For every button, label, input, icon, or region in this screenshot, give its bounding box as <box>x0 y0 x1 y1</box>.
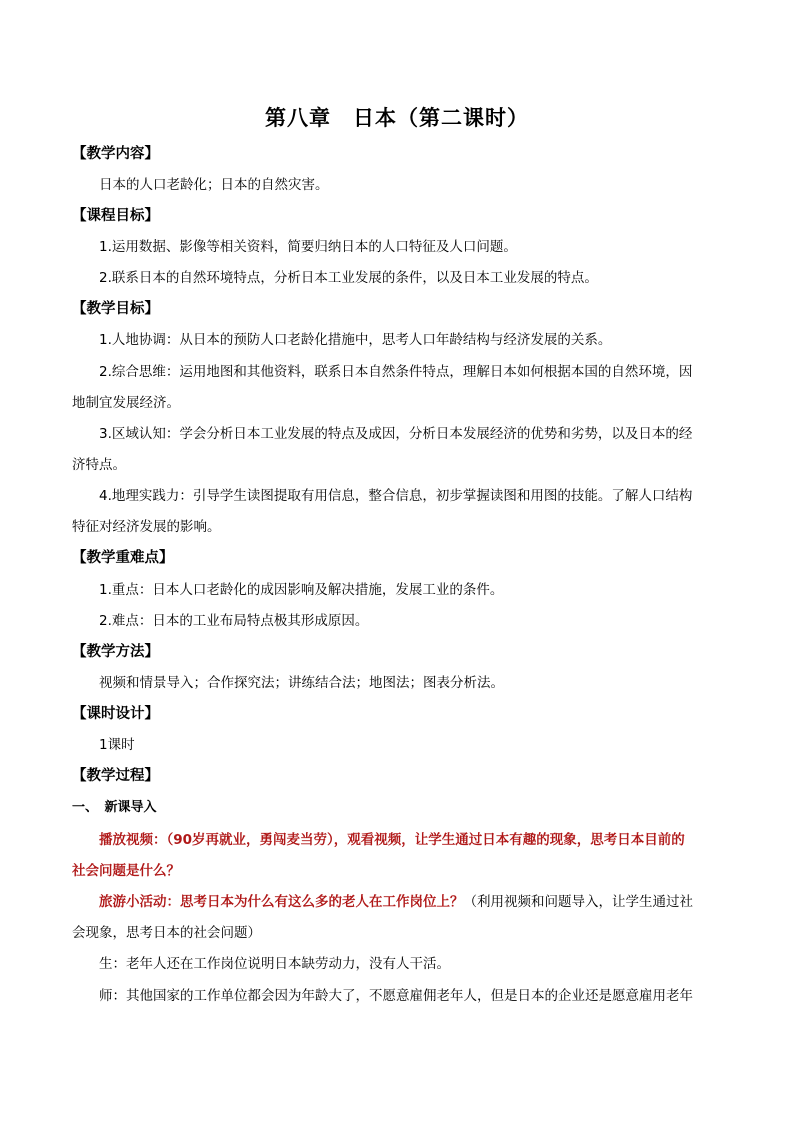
teaching-goal-4: 4.地理实践力：引导学生读图提取有用信息，整合信息，初步掌握读图和用图的技能。了解人口结构 <box>99 488 693 504</box>
heading-teaching-content: 【教学内容】 <box>72 146 159 162</box>
teaching-goal-3-cont: 济特点。 <box>72 457 126 473</box>
travel-activity-question: 旅游小活动：思考日本为什么有这么多的老人在工作岗位上？ <box>99 894 464 910</box>
teaching-content-text: 日本的人口老龄化；日本的自然灾害。 <box>99 177 329 193</box>
heading-lesson-design: 【课时设计】 <box>72 706 159 722</box>
key-point-1: 1.重点：日本人口老龄化的成因影响及解决措施，发展工业的条件。 <box>99 582 504 598</box>
page-title: 第八章 日本（第二课时） <box>265 105 529 130</box>
teaching-methods-text: 视频和情景导入；合作探究法；讲练结合法；地图法；图表分析法。 <box>99 675 504 691</box>
travel-activity-note-cont: 会现象，思考日本的社会问题） <box>72 925 261 941</box>
video-activity-text: 播放视频：（90岁再就业，勇闯麦当劳），观看视频，让学生通过日本有趣的现象，思考日本目前的 <box>99 832 685 848</box>
lesson-design-text: 1课时 <box>99 737 135 753</box>
section-intro-title: 一、 新课导入 <box>72 800 157 815</box>
heading-teaching-process: 【教学过程】 <box>72 768 159 784</box>
teaching-goal-3: 3.区域认知：学会分析日本工业发展的特点及成因，分析日本发展经济的优势和劣势，以及日本的经 <box>99 426 693 442</box>
key-point-2: 2.难点：日本的工业布局特点极其形成原因。 <box>99 613 369 629</box>
heading-teaching-goals: 【教学目标】 <box>72 301 159 317</box>
course-goal-1: 1.运用数据、影像等相关资料，简要归纳日本的人口特征及人口问题。 <box>99 239 517 255</box>
student-answer: 生：老年人还在工作岗位说明日本缺劳动力，没有人干活。 <box>99 956 450 972</box>
travel-activity-note: （利用视频和问题导入，让学生通过社 <box>463 894 693 910</box>
course-goal-2: 2.联系日本的自然环境特点，分析日本工业发展的条件，以及日本工业发展的特点。 <box>99 270 598 286</box>
teacher-remark: 师：其他国家的工作单位都会因为年龄大了，不愿意雇佣老年人，但是日本的企业还是愿意雇用老年 <box>99 988 693 1004</box>
teaching-goal-2-cont: 地制宜发展经济。 <box>72 395 180 411</box>
video-activity-text-cont: 社会问题是什么？ <box>72 863 180 879</box>
heading-teaching-methods: 【教学方法】 <box>72 644 159 660</box>
heading-course-goals: 【课程目标】 <box>72 208 159 224</box>
teaching-goal-1: 1.人地协调：从日本的预防人口老龄化措施中，思考人口年龄结构与经济发展的关系。 <box>99 332 612 348</box>
travel-activity-line <box>99 892 693 912</box>
teaching-goal-4-cont: 特征对经济发展的影响。 <box>72 519 221 535</box>
heading-key-points: 【教学重难点】 <box>72 550 174 566</box>
teaching-goal-2: 2.综合思维：运用地图和其他资料，联系日本自然条件特点，理解日本如何根据本国的自然环境，因 <box>99 364 693 380</box>
